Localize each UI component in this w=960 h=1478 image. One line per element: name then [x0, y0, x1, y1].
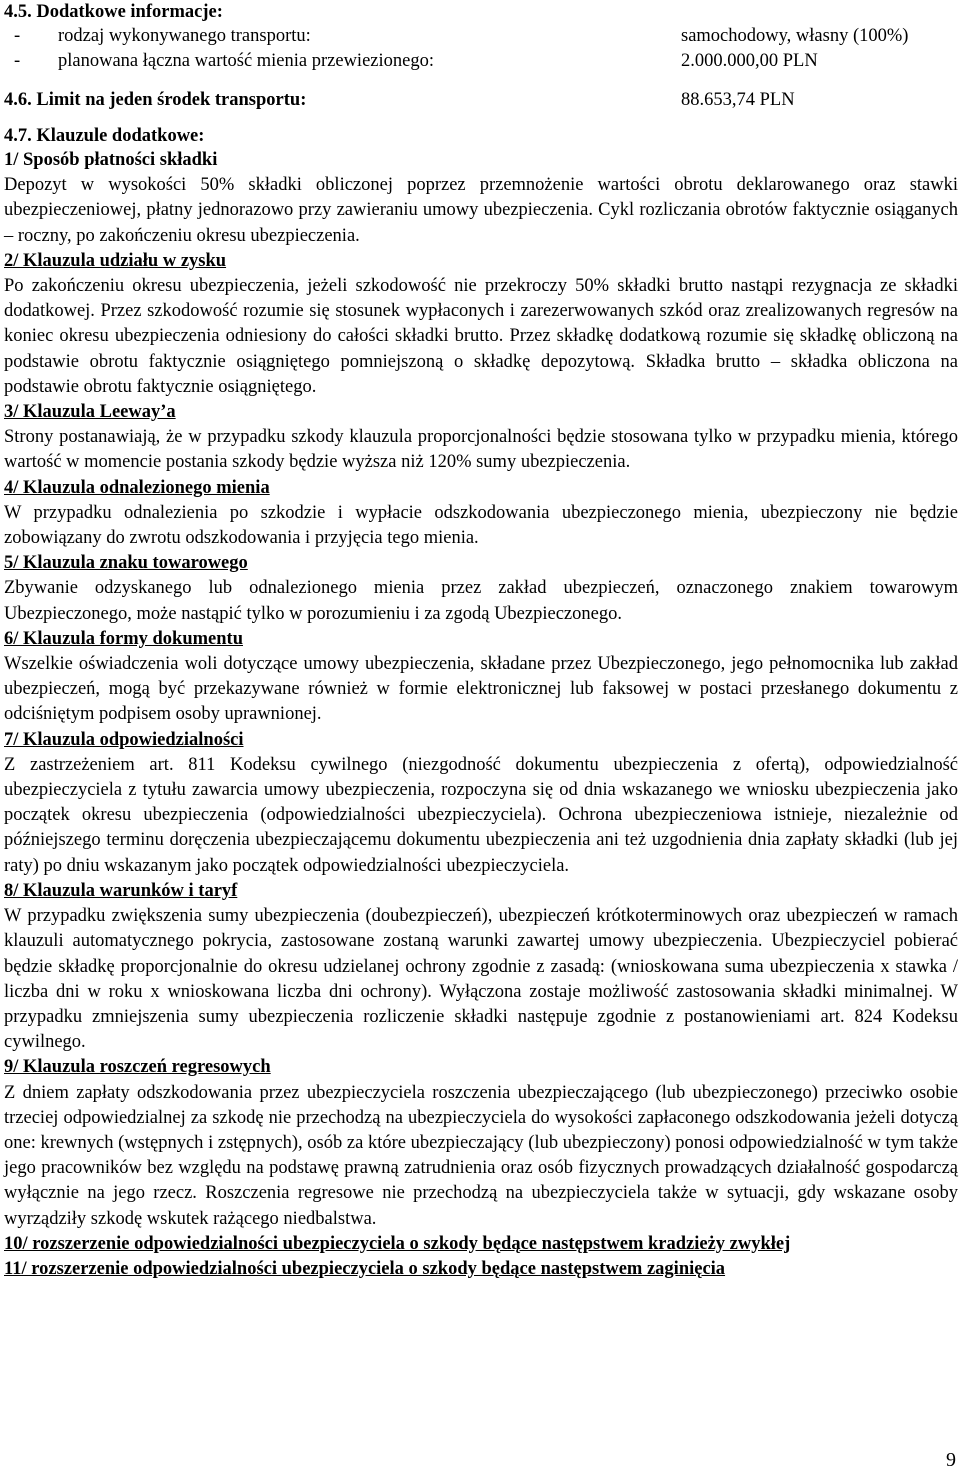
clause-2	[4, 249, 958, 400]
section-4-7-heading: 4.7. Klauzule dodatkowe:	[4, 126, 205, 146]
clause-title: 9/ Klauzula roszczeń regresowych	[4, 1057, 271, 1078]
clause-3	[4, 400, 958, 476]
clause-text: W przypadku odnalezienia po szkodzie i wypłacie odszkodowania ubezpieczonego mienia, ubezpieczony nie będzie zobowiązany do zwrotu odszkodowania i przyjęcia tego mienia.	[4, 502, 958, 549]
transport-type-label: rodzaj wykonywanego transportu:	[58, 26, 311, 46]
clause-5	[4, 551, 958, 627]
clause-title: 6/ Klauzula formy dokumentu	[4, 628, 243, 649]
clause-title: 3/ Klauzula Leeway’a	[4, 402, 176, 423]
clause-title: 7/ Klauzula odpowiedzialności	[4, 729, 244, 750]
clause-title: 1/ Sposób płatności składki	[4, 150, 218, 170]
clause-text: Strony postanawiają, że w przypadku szkody klauzula proporcjonalności będzie stosowana tylko w przypadku mienia, którego wartość w momencie postania szkody będzie wyższa niż 120% sumy ubezpieczenia.	[4, 427, 958, 473]
bullet-dash: -	[14, 26, 21, 46]
clause-text: Depozyt w wysokości 50% składki obliczonej poprzez przemnożenie wartości obrotu deklarowanego oraz stawki ubezpieczeniowej, płatny jednorazowo przy zawieraniu umowy ubezpieczenia. Cykl rozliczania obrotów faktycznie osiąganych – roczny, po zakończeniu okresu ubezpieczenia.	[4, 175, 958, 246]
spacer	[4, 112, 958, 124]
section-4-6-label: 4.6. Limit na jeden środek transportu:	[4, 90, 307, 110]
section-4-6-row	[4, 88, 958, 112]
clause-10	[4, 1232, 958, 1257]
clause-1	[4, 148, 958, 249]
clause-title: 10/ rozszerzenie odpowiedzialności ubezpieczyciela o szkody będące następstwem kradzieży zwykłej	[4, 1233, 791, 1254]
clause-title: 5/ Klauzula znaku towarowego	[4, 553, 248, 574]
page-number: 9	[946, 1449, 956, 1471]
transport-type-value: samochodowy, własny (100%)	[681, 26, 909, 46]
clause-text: Zbywanie odzyskanego lub odnalezionego mienia przez zakład ubezpieczeń, oznaczonego znakiem towarowym Ubezpieczonego, może nastąpić tylko w porozumieniu i za zgodą Ubezpieczonego.	[4, 578, 958, 624]
property-value-row	[4, 49, 958, 74]
clause-text: W przypadku zwiększenia sumy ubezpieczenia (doubezpieczeń), ubezpieczeń krótkoterminowych oraz ubezpieczeń w ramach klauzuli automatycznego pokrycia, zastosowane zostaną warunki zawartej umowy ubezpieczenia. Ubezpieczyciel pobierać będzie składkę proporcjonalnie do okresu udzielanej ochrony zgodnie z zasadą: (wnioskowana suma ubezpieczenia x stawka / liczba dni w roku x wnioskowana liczba dni ochrony). Wyłączona zostaje możliwość zastosowania składki minimalnej. W przypadku zmniejszenia sumy ubezpieczenia rozliczenie składki następuje zgodnie z postanowieniami art. 824 Kodeksu cywilnego.	[4, 906, 958, 1053]
bullet-dash: -	[14, 51, 21, 71]
clause-11	[4, 1257, 958, 1282]
clause-title: 4/ Klauzula odnalezionego mienia	[4, 477, 270, 498]
clause-9	[4, 1055, 958, 1231]
clause-text: Z dniem zapłaty odszkodowania przez ubezpieczyciela roszczenia ubezpieczającego (lub ubezpieczonego) przeciwko osobie trzeciej odpowiedzialnej za szkodę nie przechodzą na ubezpieczyciela do wysokości zapłaconego odszkodowania jeżeli dotyczą one: krewnych (wstępnych i zstępnych), osób za które ubezpieczający (lub ubezpieczony) ponosi odpowiedzialność w tym także jego pracowników bez względu na podstawę prawną zatrudnienia oraz osób fizycznych prowadzących działalność gospodarczą wyłącznie na jego rzecz. Roszczenia regresowe nie przechodzą na ubezpieczyciela także w sytuacji, gdy wskazane osoby wyrządziły szkodę wskutek rażącego niedbalstwa.	[4, 1082, 958, 1229]
clause-8	[4, 879, 958, 1055]
transport-type-row	[4, 24, 958, 49]
clause-7	[4, 728, 958, 879]
section-4-6-value: 88.653,74 PLN	[681, 90, 795, 110]
clause-4	[4, 476, 958, 552]
clause-title: 2/ Klauzula udziału w zysku	[4, 250, 227, 271]
property-value-value: 2.000.000,00 PLN	[681, 51, 818, 71]
clause-text: Po zakończeniu okresu ubezpieczenia, jeżeli szkodowość nie przekroczy 50% składki brutto nastąpi rezygnacja ze składki dodatkowej. Przez szkodowość rozumie się stosunek wypłaconych i zarezerwowanych szkód oraz zrealizowanych regresów na koniec okresu ubezpieczenia odniesiony do całości składki brutto. Przez składkę dodatkową rozumie się składkę obliczoną na podstawie obrotu faktycznie osiągniętego pomniejszoną o składkę depozytową. Składka brutto – składka obliczona na podstawie obrotu faktycznie osiągniętego.	[4, 276, 958, 397]
property-value-label: planowana łączna wartość mienia przewiezionego:	[58, 51, 434, 71]
clause-title: 11/ rozszerzenie odpowiedzialności ubezpieczyciela o szkody będące następstwem zaginięcia	[4, 1258, 726, 1279]
clause-text: Z zastrzeżeniem art. 811 Kodeksu cywilnego (niezgodność dokumentu ubezpieczenia z ofertą), odpowiedzialność ubezpieczyciela z tytułu zawarcia umowy ubezpieczenia, rozpoczyna się od dnia wskazanego we wniosku ubezpieczenia jako początek okresu ubezpieczenia (odpowiedzialności ubezpieczyciela). Ochrona ubezpieczeniowa istnieje, niezależnie od późniejszego terminu doręczenia ubezpieczającemu dokumentu ubezpieczenia ani też uzgodnienia dnia zapłaty składki (lub jej raty) po dniu wskazanym jako początek odpowiedzialności ubezpieczyciela.	[4, 754, 958, 876]
clause-text: Wszelkie oświadczenia woli dotyczące umowy ubezpieczenia, składane przez Ubezpieczonego, jego pełnomocnika lub zakład ubezpieczeń, mogą być przekazywane również w formie elektronicznej lub faksowej w postaci przesłanego dokumentu z odciśniętym podpisem osoby uprawnionej.	[4, 654, 958, 725]
clause-6	[4, 627, 958, 728]
section-4-5-heading: 4.5. Dodatkowe informacje:	[4, 2, 223, 22]
clause-title: 8/ Klauzula warunków i taryf	[4, 880, 238, 901]
document-page	[4, 0, 958, 1282]
